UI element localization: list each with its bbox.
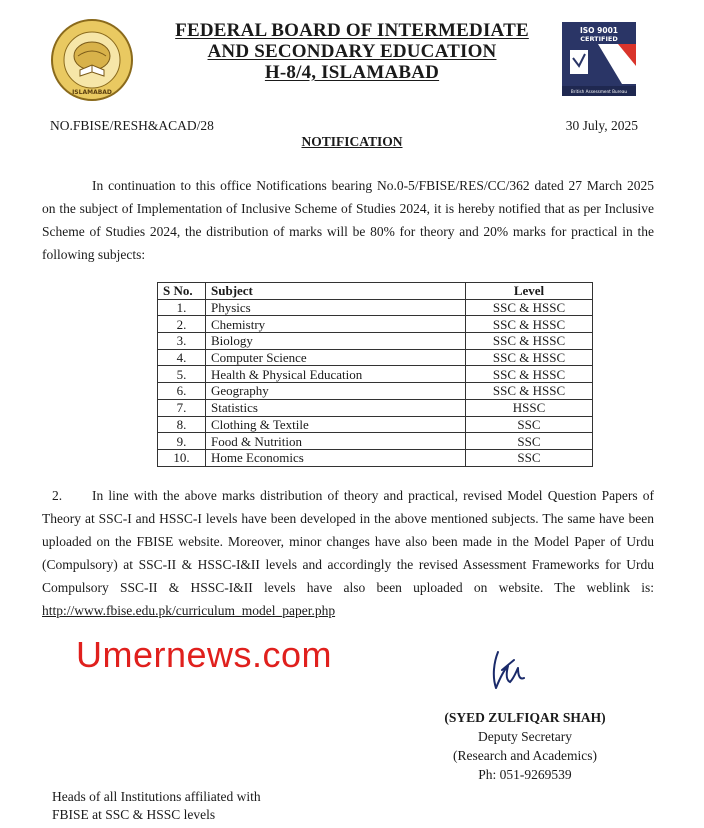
table-row xyxy=(158,316,593,333)
curriculum-weblink[interactable]: http://www.fbise.edu.pk/curriculum_model_paper.php xyxy=(42,603,336,618)
row-level: SSC & HSSC xyxy=(466,299,593,316)
row-level: SSC & HSSC xyxy=(466,349,593,366)
iso-certified-badge xyxy=(562,22,636,96)
row-subject: Health & Physical Education xyxy=(206,366,466,383)
signatory-department: (Research and Academics) xyxy=(453,748,597,763)
row-sno: 1. xyxy=(158,299,206,316)
paragraph-2-number: 2. xyxy=(52,488,63,503)
row-sno: 3. xyxy=(158,333,206,350)
iso-footer: British Assessment Bureau xyxy=(570,89,628,94)
row-level: SSC xyxy=(466,433,593,450)
table-row xyxy=(158,433,593,450)
table-row xyxy=(158,333,593,350)
row-level: SSC xyxy=(466,416,593,433)
header-sno: S No. xyxy=(158,283,206,300)
row-subject: Statistics xyxy=(206,399,466,416)
row-level: SSC & HSSC xyxy=(466,383,593,400)
row-sno: 2. xyxy=(158,316,206,333)
row-level: HSSC xyxy=(466,399,593,416)
row-sno: 9. xyxy=(158,433,206,450)
table-row xyxy=(158,416,593,433)
row-subject: Physics xyxy=(206,299,466,316)
board-title xyxy=(150,20,554,83)
row-subject: Home Economics xyxy=(206,449,466,466)
signatory-block xyxy=(420,708,630,784)
table-row xyxy=(158,449,593,466)
watermark-text: Umernews.com xyxy=(76,634,333,675)
iso-line-1: ISO 9001 xyxy=(579,26,619,35)
row-subject: Clothing & Textile xyxy=(206,416,466,433)
paragraph-2-text: In line with the above marks distribution of theory and practical, revised Model Question Papers of Theory at SSC-I and HSSC-I levels have been developed in the above mentioned subjects. The same have been uploaded on the FBISE website. Moreover, minor changes have also been made in the Model Paper of Urdu (Compulsory) at SSC-II & HSSC-I&II levels and accordingly the revised Assessment Frameworks for Urdu Compulsory SSC-II & HSSC-I&II levels have also been uploaded on website. The weblink is: xyxy=(42,488,654,595)
distribution-line-2: FBISE at SSC & HSSC levels xyxy=(52,807,216,822)
row-sno: 4. xyxy=(158,349,206,366)
paragraph-1: In continuation to this office Notifications bearing No.0-5/FBISE/RES/CC/362 dated 27 March 2025 on the subject of Implementation of Inclusive Scheme of Studies 2024, it is hereby notified that as per Inclusive Scheme of Studies 2024, the distribution of marks will be 80% for theory and 20% marks for practical in the following subjects: xyxy=(42,178,654,262)
row-sno: 5. xyxy=(158,366,206,383)
table-row xyxy=(158,366,593,383)
fbise-logo xyxy=(50,18,134,102)
header-level: Level xyxy=(466,283,593,300)
row-subject: Food & Nutrition xyxy=(206,433,466,450)
row-level: SSC & HSSC xyxy=(466,316,593,333)
distribution-list xyxy=(52,788,261,824)
paragraph-2 xyxy=(42,484,654,622)
row-level: SSC & HSSC xyxy=(466,333,593,350)
logo-caption: ISLAMABAD xyxy=(72,89,112,96)
signature-mark xyxy=(484,648,544,696)
iso-line-2: CERTIFIED xyxy=(580,35,618,43)
signatory-phone: Ph: 051-9269539 xyxy=(478,767,572,782)
notification-heading: NOTIFICATION xyxy=(301,134,403,149)
table-row xyxy=(158,399,593,416)
reference-number: NO.FBISE/RESH&ACAD/28 xyxy=(50,118,214,133)
row-sno: 7. xyxy=(158,399,206,416)
row-subject: Chemistry xyxy=(206,316,466,333)
signatory-designation: Deputy Secretary xyxy=(477,729,573,744)
title-line-3: H-8/4, ISLAMABAD xyxy=(264,62,440,83)
row-level: SSC xyxy=(466,449,593,466)
table-row xyxy=(158,299,593,316)
table-header-row xyxy=(158,283,593,300)
table-row xyxy=(158,349,593,366)
row-subject: Biology xyxy=(206,333,466,350)
row-subject: Computer Science xyxy=(206,349,466,366)
row-sno: 8. xyxy=(158,416,206,433)
row-sno: 10. xyxy=(158,449,206,466)
table-row xyxy=(158,383,593,400)
row-sno: 6. xyxy=(158,383,206,400)
notification-date: 30 July, 2025 xyxy=(565,118,638,133)
subjects-table xyxy=(157,282,593,467)
signatory-name: (SYED ZULFIQAR SHAH) xyxy=(444,710,606,725)
title-line-2: AND SECONDARY EDUCATION xyxy=(207,41,497,62)
row-subject: Geography xyxy=(206,383,466,400)
distribution-line-1: Heads of all Institutions affiliated with xyxy=(52,789,261,804)
row-level: SSC & HSSC xyxy=(466,366,593,383)
title-line-1: FEDERAL BOARD OF INTERMEDIATE xyxy=(175,20,529,41)
header-subject: Subject xyxy=(206,283,466,300)
